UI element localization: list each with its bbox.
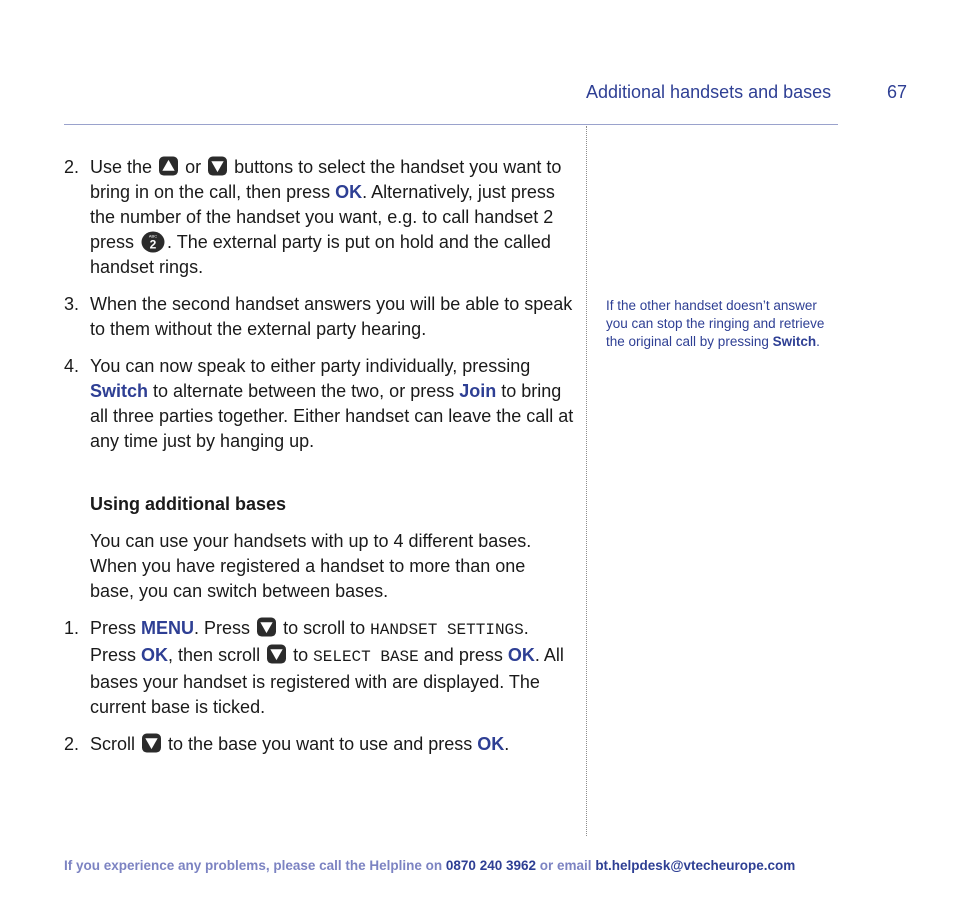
step-text: . All bases your handset is registered with are displayed. The current base is ticked. [90, 645, 564, 717]
step-text: or [185, 157, 202, 177]
switch-key-label: Switch [772, 334, 817, 349]
ok-key-label: OK [141, 645, 169, 665]
key-2-letters: ABC [148, 233, 158, 239]
step-text: Use the [90, 157, 153, 177]
step-text: buttons to select the handset you want to bring in on the call, then press [90, 157, 562, 202]
menu-key-label: MENU [141, 618, 195, 638]
step-text: . The external party is put on hold and the called handset rings. [90, 232, 551, 277]
step-text: . Alternatively, just press the number of the handset you want, e.g. to call handset 2 press [90, 182, 555, 252]
header-title: Additional handsets and bases [586, 82, 832, 102]
helpdesk-email: bt.helpdesk@vtecheurope.com [595, 858, 796, 873]
section-heading: Using additional bases [90, 494, 287, 514]
step-text: , then scroll [168, 645, 261, 665]
step-1-select-base [64, 616, 574, 720]
step-text: to bring all three parties together. Either handset can leave the call at any time just by hanging up. [90, 381, 574, 451]
step-number: 2. [64, 157, 80, 177]
step-number: 2. [64, 734, 80, 754]
footer-text: If you experience any problems, please call the Helpline on [64, 858, 443, 873]
helpline-phone: 0870 240 3962 [445, 858, 536, 873]
column-divider [586, 126, 587, 836]
footer-text: or email [539, 858, 592, 873]
down-button-icon [208, 156, 227, 176]
key-2-digit: 2 [149, 237, 157, 252]
ok-key-label: OK [477, 734, 505, 754]
step-text: You can now speak to either party individually, pressing [90, 356, 531, 376]
join-key-label: Join [459, 381, 497, 401]
switch-key-label: Switch [90, 381, 149, 401]
step-text: When the second handset answers you will be able to speak to them without the external party hearing. [90, 294, 573, 339]
screen-text-handset-settings: HANDSET SETTINGS [370, 621, 524, 639]
step-text: . Press [90, 618, 529, 665]
step-2-scroll-base [64, 732, 574, 757]
footer-helpline [64, 858, 795, 873]
step-text: Scroll [90, 734, 136, 754]
down-button-icon [142, 733, 161, 753]
step-3-second-handset [64, 292, 574, 342]
down-button-icon [257, 617, 276, 637]
side-note [606, 297, 826, 351]
up-button-icon [159, 156, 178, 176]
step-text: to alternate between the two, or press [153, 381, 455, 401]
step-number: 3. [64, 294, 80, 314]
step-text: . Press [194, 618, 251, 638]
main-content [64, 155, 574, 769]
key-2-icon [141, 231, 165, 253]
ok-key-label: OK [335, 182, 363, 202]
step-text: to [293, 645, 309, 665]
section-intro: You can use your handsets with up to 4 different bases. When you have registered a handset to more than one base, you can switch between bases. [90, 531, 532, 601]
step-text: and press [423, 645, 503, 665]
step-text: to the base you want to use and press [168, 734, 473, 754]
step-number: 4. [64, 356, 80, 376]
header-rule [64, 124, 838, 125]
side-note-text: If the other handset doesn’t answer you can stop the ringing and retrieve the original call by pressing [606, 298, 825, 349]
step-number: 1. [64, 618, 80, 638]
ok-key-label: OK [507, 645, 535, 665]
side-note-end: . [816, 334, 820, 349]
step-4-speak-either [64, 354, 574, 454]
screen-text-select-base: SELECT BASE [313, 648, 419, 666]
step-text: Press [90, 618, 137, 638]
step-2-select-handset [64, 155, 574, 280]
step-text: . [504, 734, 510, 754]
step-text: to scroll to [283, 618, 366, 638]
page-number: 67 [887, 82, 908, 102]
down-button-icon [267, 644, 286, 664]
